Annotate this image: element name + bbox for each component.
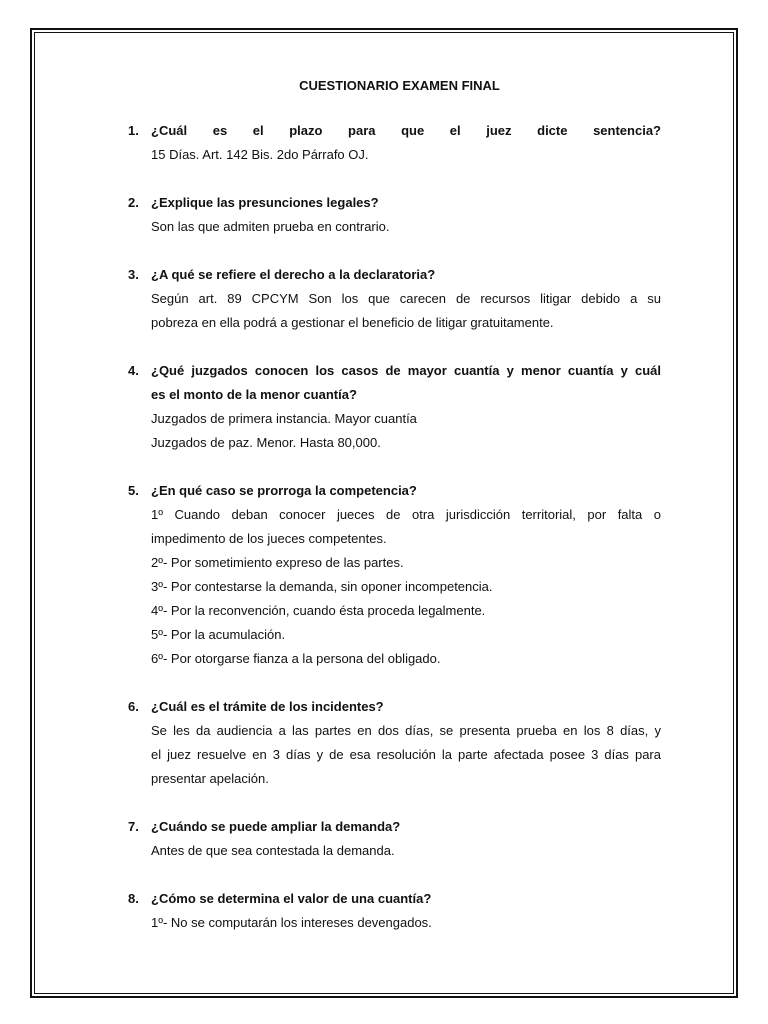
question-number: 5. <box>128 483 139 498</box>
question-item-4 <box>128 359 661 455</box>
question-row <box>128 695 661 719</box>
question-number: 1. <box>128 123 139 138</box>
question-text: ¿Explique las presunciones legales? <box>151 195 379 210</box>
question-item-2 <box>128 191 661 239</box>
question-row <box>128 479 661 503</box>
answer-line: Según art. 89 CPCYM Son los que carecen de recursos litigar debido a su <box>151 291 661 306</box>
question-text: es el monto de la menor cuantía? <box>151 387 357 402</box>
answer-line: 6º- Por otorgarse fianza a la persona del obligado. <box>151 651 441 666</box>
question-number: 3. <box>128 267 139 282</box>
answer-line: Juzgados de primera instancia. Mayor cuantía <box>151 411 417 426</box>
answer-line: 1º Cuando deban conocer jueces de otra jurisdicción territorial, por falta o <box>151 507 661 522</box>
question-item-6 <box>128 695 661 791</box>
question-row <box>128 119 661 143</box>
question-row-continued <box>128 383 661 407</box>
question-item-3 <box>128 263 661 335</box>
answer-line: pobreza en ella podrá a gestionar el beneficio de litigar gratuitamente. <box>151 315 554 330</box>
answer-line: Antes de que sea contestada la demanda. <box>151 843 395 858</box>
question-text: ¿Qué juzgados conocen los casos de mayor cuantía y menor cuantía y cuál <box>151 363 661 378</box>
question-number: 7. <box>128 819 139 834</box>
answer-line: Son las que admiten prueba en contrario. <box>151 219 390 234</box>
question-text: ¿A qué se refiere el derecho a la declaratoria? <box>151 267 436 282</box>
question-item-8 <box>128 887 661 935</box>
answer-line: el juez resuelve en 3 días y de esa resolución la parte afectada posee 3 días para <box>151 747 661 762</box>
question-row <box>128 359 661 383</box>
question-row <box>128 815 661 839</box>
answer-line: Se les da audiencia a las partes en dos días, se presenta prueba en los 8 días, y <box>151 723 661 738</box>
answer-line: Juzgados de paz. Menor. Hasta 80,000. <box>151 435 381 450</box>
question-row <box>128 887 661 911</box>
question-number: 4. <box>128 363 139 378</box>
document-title: CUESTIONARIO EXAMEN FINAL <box>299 78 500 93</box>
answer-line: 3º- Por contestarse la demanda, sin oponer incompetencia. <box>151 579 493 594</box>
answer-line: 15 Días. Art. 142 Bis. 2do Párrafo OJ. <box>151 147 369 162</box>
answer-line: 4º- Por la reconvención, cuando ésta proceda legalmente. <box>151 603 486 618</box>
question-number: 8. <box>128 891 139 906</box>
answer-line: 5º- Por la acumulación. <box>151 627 286 642</box>
question-text: ¿En qué caso se prorroga la competencia? <box>151 483 417 498</box>
question-row <box>128 191 661 215</box>
question-item-5 <box>128 479 661 671</box>
answer-line: 2º- Por sometimiento expreso de las partes. <box>151 555 404 570</box>
answer-line: 1º- No se computarán los intereses devengados. <box>151 915 432 930</box>
document-body <box>128 76 661 959</box>
question-number: 2. <box>128 195 139 210</box>
answer-line: presentar apelación. <box>151 771 269 786</box>
question-text: ¿Cuál es el trámite de los incidentes? <box>151 699 384 714</box>
question-item-7 <box>128 815 661 863</box>
answer-line: impedimento de los jueces competentes. <box>151 531 387 546</box>
question-row <box>128 263 661 287</box>
question-number: 6. <box>128 699 139 714</box>
question-text: ¿Cuándo se puede ampliar la demanda? <box>151 819 401 834</box>
question-item-1 <box>128 119 661 167</box>
question-text: ¿Cómo se determina el valor de una cuantía? <box>151 891 432 906</box>
question-text: ¿Cuál es el plazo para que el juez dicte sentencia? <box>151 123 661 138</box>
